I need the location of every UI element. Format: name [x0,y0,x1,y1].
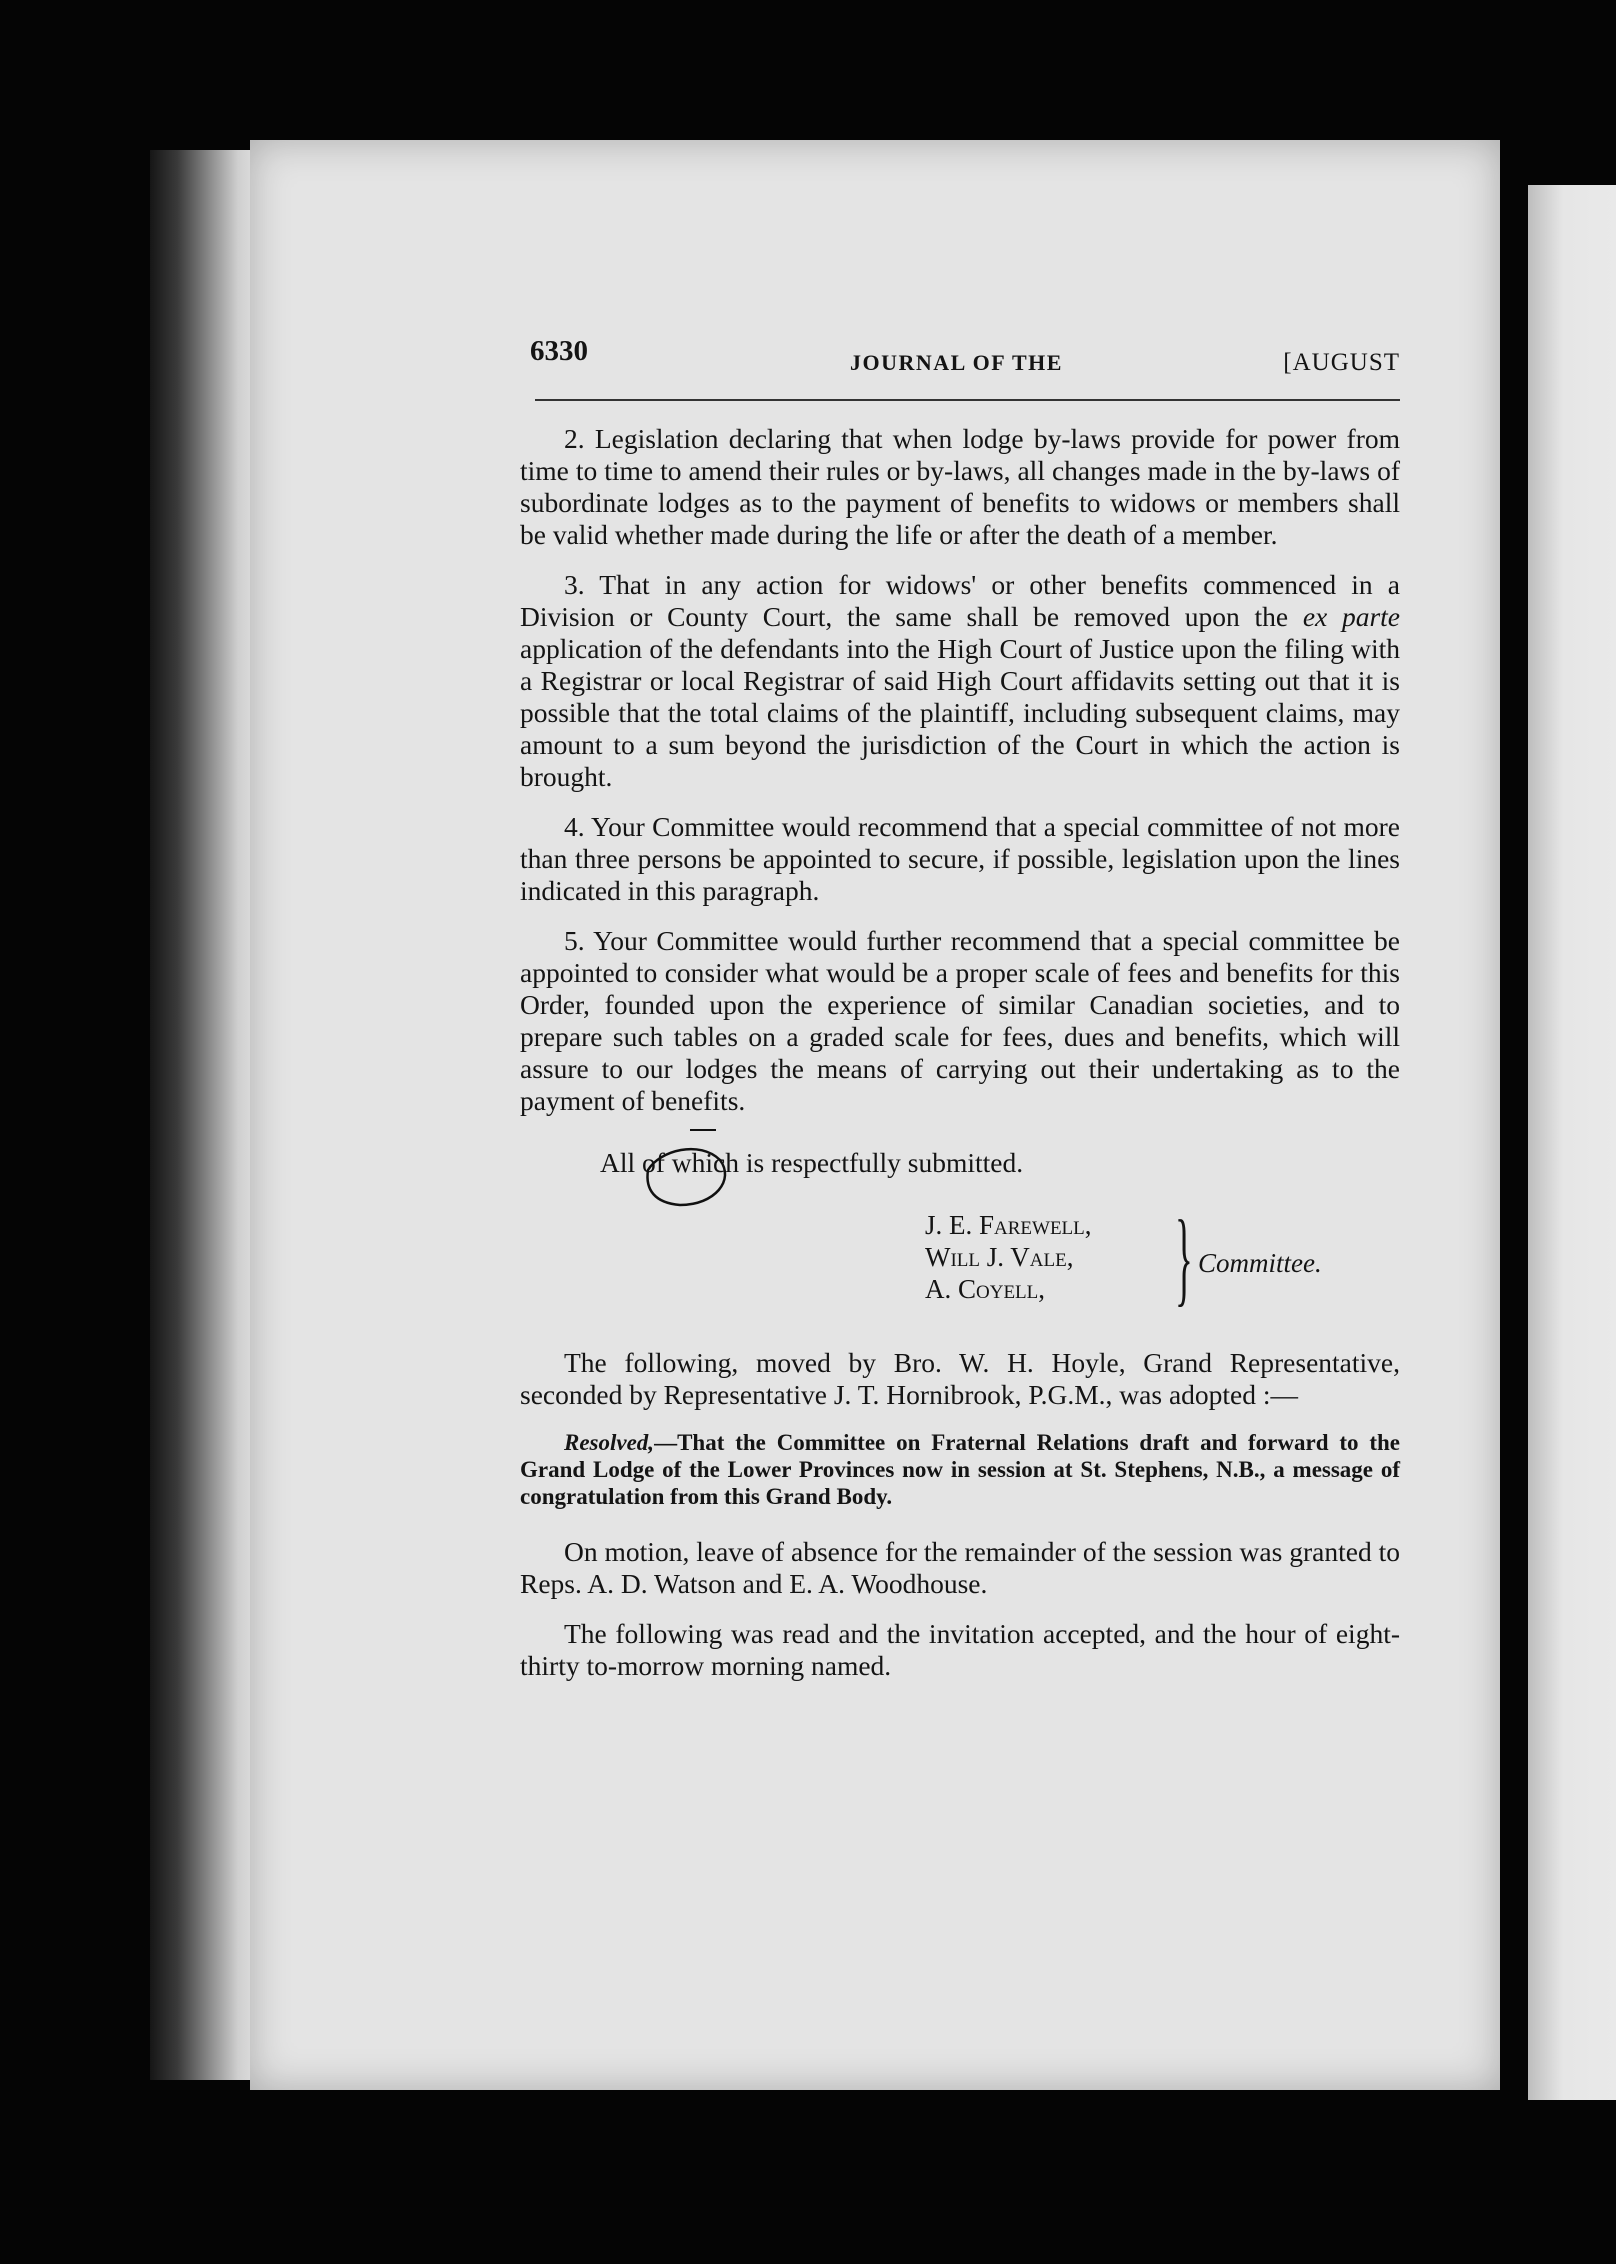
running-month: [AUGUST [1283,349,1400,376]
running-head [520,335,1400,385]
resolution-paragraph [520,1429,1400,1510]
header-rule [535,399,1400,401]
page-number: 6330 [530,335,588,367]
invitation-paragraph: The following was read and the invitation accepted, and the hour of eight-thirty to-morrow morning named. [520,1618,1400,1681]
signatories [520,1199,1400,1319]
facing-page-edge [1528,185,1616,2100]
signer-name: J. E. Farewell, [925,1210,1092,1240]
signer-name: A. Coyell, [925,1274,1046,1304]
resolution-lead: Resolved, [564,1430,655,1455]
paragraph-2: 2. Legislation declaring that when lodge by-laws provide for power from time to time to amend their rules or by-laws, all changes made in the by-laws of subordinate lodges as to the payment of benefits to widows or members shall be valid whether made during the life or after the death of a member. [520,423,1400,550]
signer-list [925,1209,1092,1305]
book-page-edges [150,150,260,2080]
paragraph-3-start: 3. That in any action for widows' or other benefits commenced in a Division or County Court, the same shall be removed upon the [520,569,1400,632]
paragraph-3-end: application of the defendants into the High Court of Justice upon the filing with a Registrar or local Registrar of said High Court affidavits setting out that it is possible that the total claims of the plaintiff, including subsequent claims, may amount to a sum beyond the jurisdiction of the Court in which the action is brought. [520,633,1400,792]
committee-label: Committee. [1198,1248,1322,1278]
paragraph-5: 5. Your Committee would further recommend that a special committee be appointed to consider what would be a proper scale of fees and benefits for this Order, founded upon the experience of similar Canadian societies, and to prepare such tables on a graded scale for fees, dues and benefits, which will assure to our lodges the means of carrying out their undertaking as to the payment of benefits. [520,925,1400,1116]
paragraph-3 [520,569,1400,793]
paragraph-4: 4. Your Committee would recommend that a special committee of not more than three persons be appointed to secure, if possible, legislation upon the lines indicated in this paragraph. [520,811,1400,906]
journal-title: JOURNAL OF THE [850,350,1063,375]
resolution-text: —That the Committee on Fraternal Relations draft and forward to the Grand Lodge of the Lower Provinces now in session at St. Stephens, N.B., a message of congratulation from this Grand Body. [520,1430,1400,1509]
closing-line: All of which is respectfully submitted. [600,1147,1024,1178]
motion-paragraph: The following, moved by Bro. W. H. Hoyle, Grand Representative, seconded by Representative J. T. Hornibrook, P.G.M., was adopted :— [520,1347,1400,1410]
paragraph-3-italic: ex parte [1302,601,1400,632]
page-text [520,335,1400,1700]
signer-name: Will J. Vale, [925,1242,1074,1272]
signatories-brace: } [1175,1199,1193,1316]
leave-paragraph: On motion, leave of absence for the remainder of the session was granted to Reps. A. D. Watson and E. A. Woodhouse. [520,1536,1400,1599]
